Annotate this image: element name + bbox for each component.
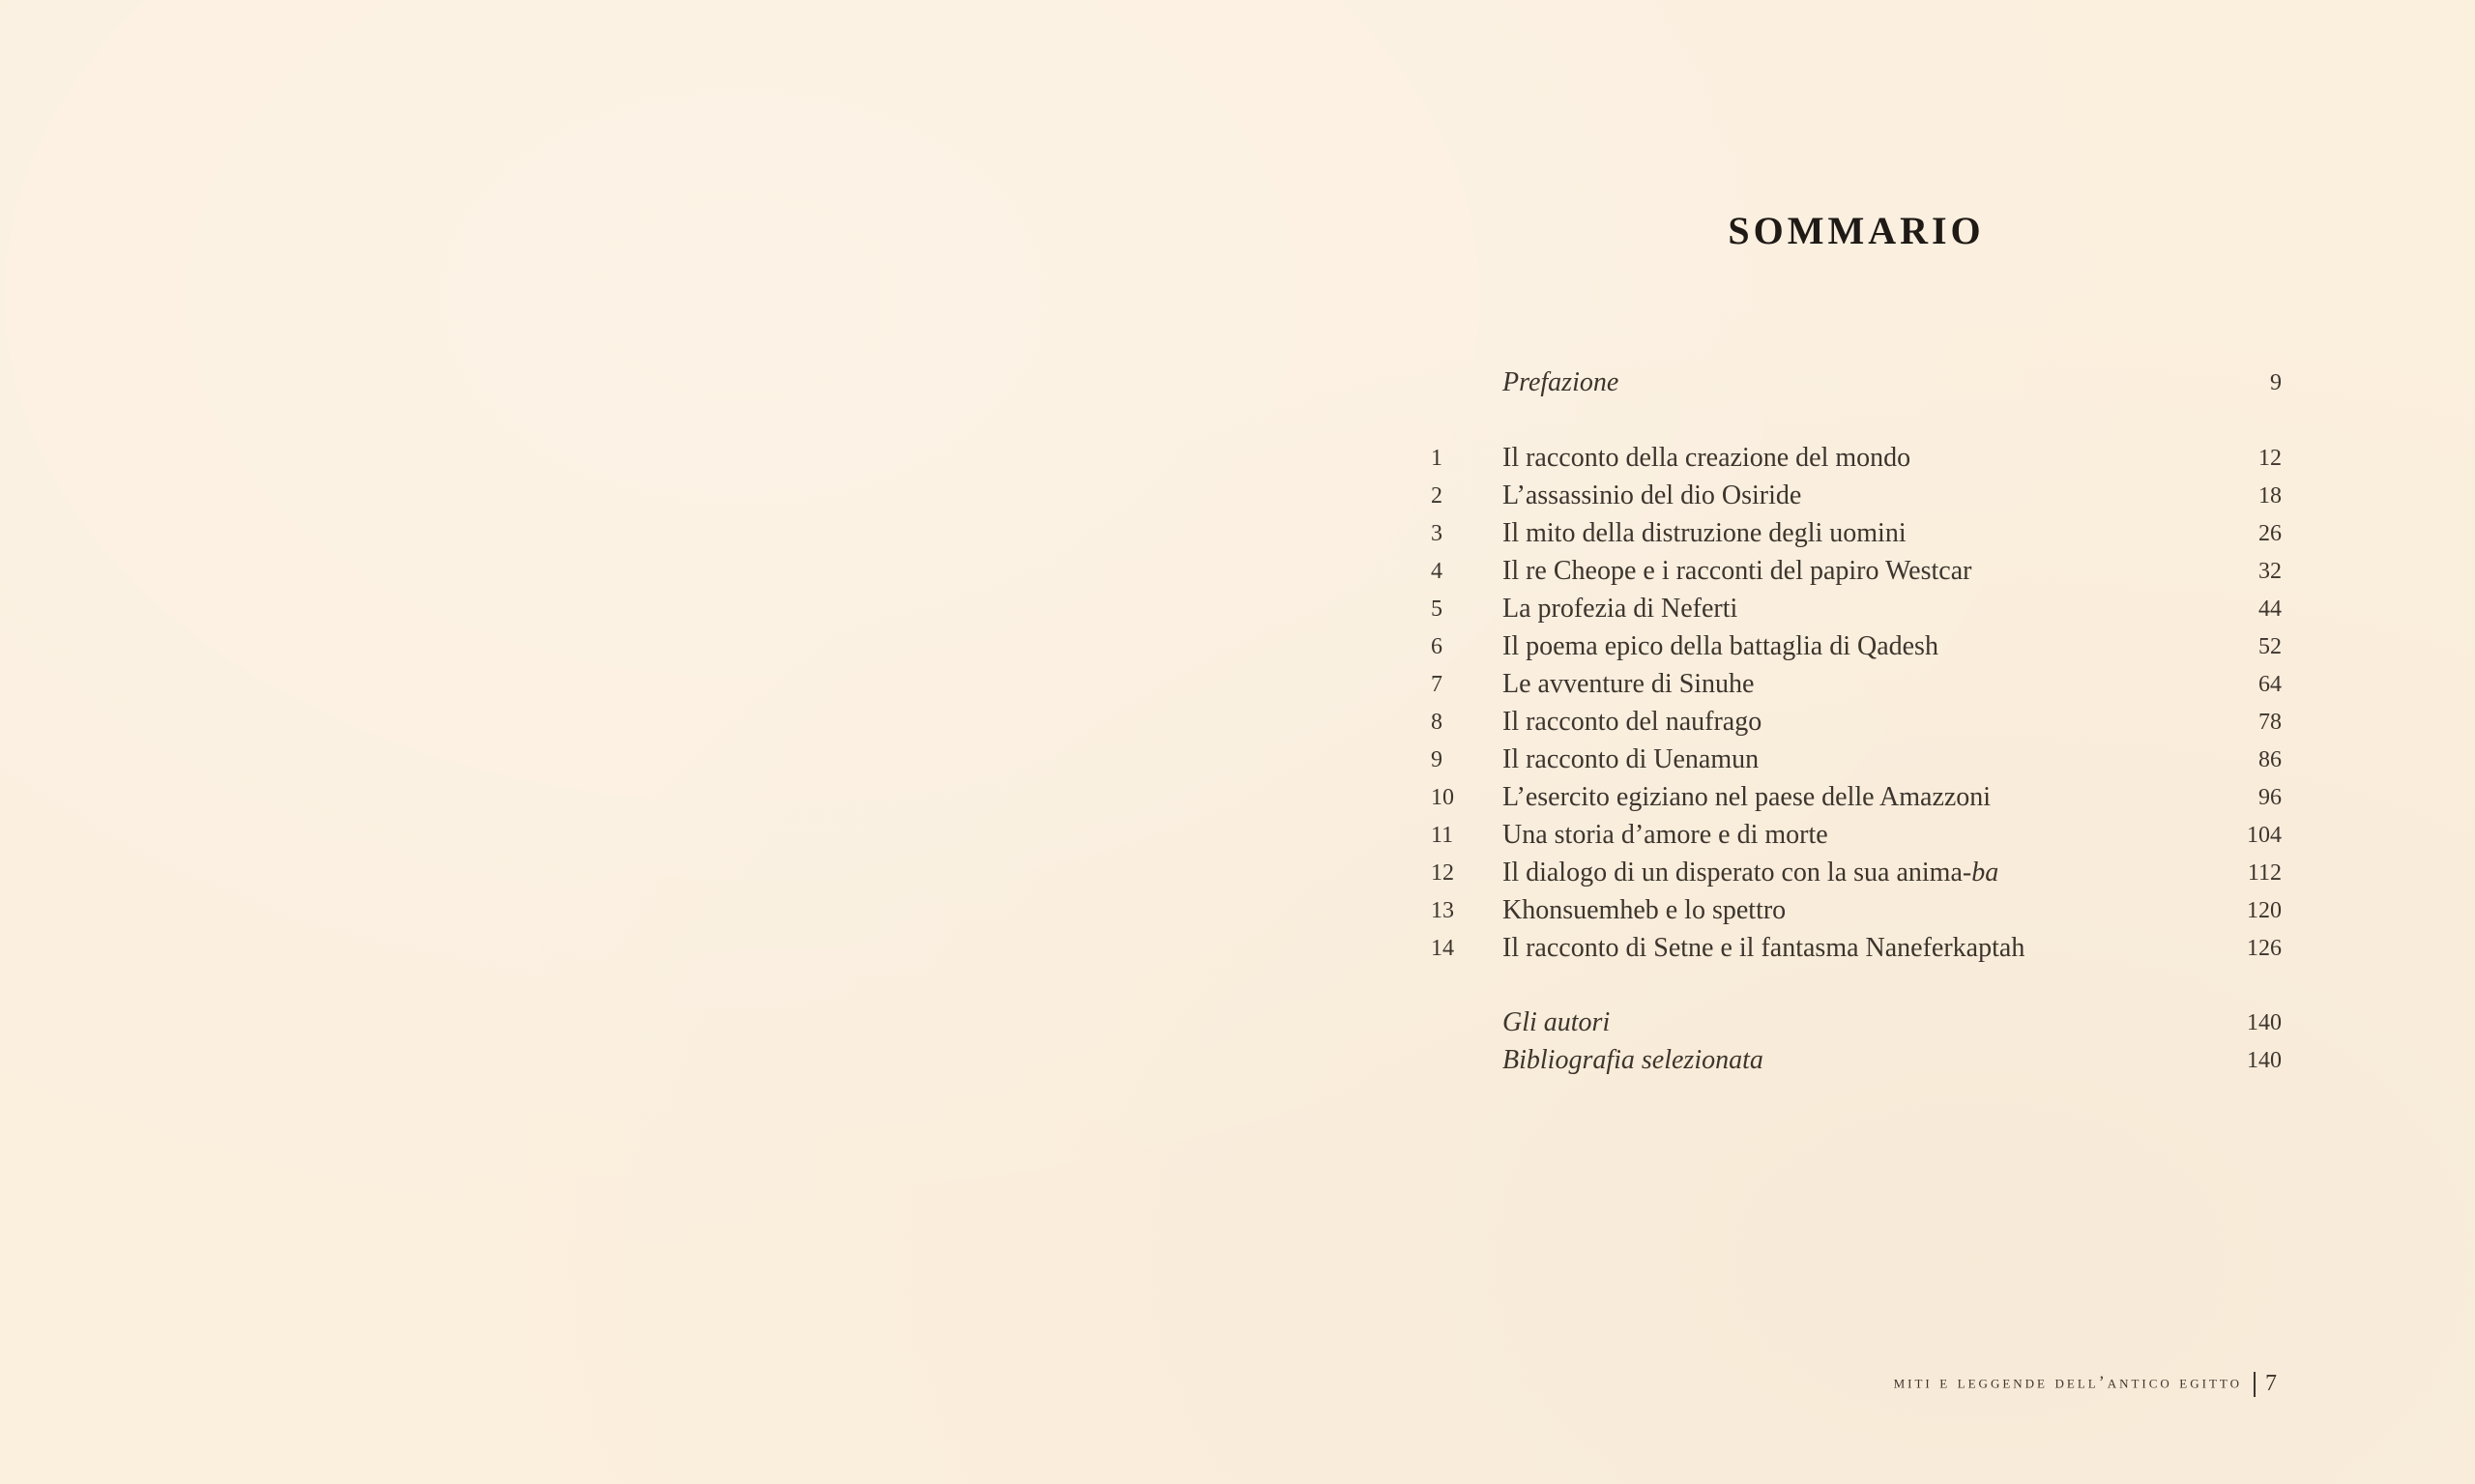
page-number: 7: [2265, 1371, 2277, 1396]
toc-entry-title: L’assassinio del dio Osiride: [1502, 480, 1802, 510]
toc-entry-number: 14: [1431, 936, 1454, 961]
toc-entry-title: Il racconto di Setne e il fantasma Naneferkaptah: [1502, 933, 2025, 963]
toc-entry-page: 9: [2270, 370, 2282, 395]
toc-entry-bibliography[interactable]: [1431, 1045, 2282, 1082]
toc-entry-number: 1: [1431, 446, 1442, 471]
toc-entry-chapter-8[interactable]: [1431, 707, 2282, 743]
toc-entry-authors[interactable]: [1431, 1007, 2282, 1044]
toc-entry-page: 140: [2247, 1010, 2282, 1035]
toc-entry-page: 140: [2247, 1048, 2282, 1073]
toc-entry-number: 3: [1431, 521, 1442, 546]
toc-entry-chapter-9[interactable]: [1431, 744, 2282, 781]
toc-entry-title: [1502, 858, 1998, 888]
toc-entry-title: Gli autori: [1502, 1007, 1611, 1037]
toc-entry-page: 26: [2258, 521, 2282, 546]
toc-entry-chapter-4[interactable]: [1431, 556, 2282, 593]
toc-entry-chapter-5[interactable]: [1431, 594, 2282, 630]
toc-entry-number: 13: [1431, 898, 1454, 923]
toc-entry-chapter-1[interactable]: [1431, 443, 2282, 480]
page-title: SOMMARIO: [1728, 209, 1985, 252]
toc-entry-title: Prefazione: [1502, 367, 1619, 397]
toc-entry-number: 4: [1431, 559, 1442, 584]
toc-entry-title: L’esercito egiziano nel paese delle Amazzoni: [1502, 782, 1992, 812]
toc-entry-title-italic: ba: [1971, 858, 1999, 887]
toc-entry-page: 64: [2258, 672, 2282, 697]
toc-entry-number: 2: [1431, 483, 1442, 509]
toc-entry-page: 32: [2258, 559, 2282, 584]
toc-entry-chapter-10[interactable]: [1431, 782, 2282, 819]
toc-entry-page: 18: [2258, 483, 2282, 509]
toc-entry-chapter-6[interactable]: [1431, 631, 2282, 668]
footer-divider: [2254, 1372, 2256, 1397]
toc-entry-page: 12: [2258, 446, 2282, 471]
toc-entry-number: 9: [1431, 747, 1442, 772]
toc-entry-page: 86: [2258, 747, 2282, 772]
toc-entry-page: 96: [2258, 785, 2282, 810]
toc-entry-number: 12: [1431, 860, 1454, 886]
toc-entry-page: 44: [2258, 597, 2282, 622]
toc-entry-title: Le avventure di Sinuhe: [1502, 669, 1755, 699]
toc-entry-number: 6: [1431, 634, 1442, 659]
toc-entry-preface[interactable]: [1431, 367, 2282, 404]
toc-entry-title: Bibliografia selezionata: [1502, 1045, 1763, 1075]
running-footer: [1894, 1371, 2277, 1397]
toc-entry-chapter-13[interactable]: [1431, 895, 2282, 932]
toc-entry-number: 8: [1431, 710, 1442, 735]
toc-entry-title: Khonsuemheb e lo spettro: [1502, 895, 1787, 925]
toc-entry-number: 11: [1431, 823, 1454, 848]
toc-entry-page: 120: [2247, 898, 2282, 923]
toc-entry-chapter-14[interactable]: [1431, 933, 2282, 970]
toc-entry-number: 10: [1431, 785, 1454, 810]
toc-entry-title: La profezia di Neferti: [1502, 594, 1738, 624]
toc-entry-page: 126: [2247, 936, 2282, 961]
toc-entry-number: 5: [1431, 597, 1442, 622]
toc-entry-chapter-12[interactable]: [1431, 858, 2282, 894]
running-title: miti e leggende dell’antico egitto: [1893, 1372, 2242, 1392]
toc-entry-number: 7: [1431, 672, 1442, 697]
toc-entry-title: Il mito della distruzione degli uomini: [1502, 518, 1907, 548]
toc-entry-title: Il poema epico della battaglia di Qadesh: [1502, 631, 1938, 661]
toc-entry-page: 104: [2247, 823, 2282, 848]
toc-entry-page: 78: [2258, 710, 2282, 735]
toc-entry-chapter-2[interactable]: [1431, 480, 2282, 517]
toc-entry-title: Il racconto di Uenamun: [1502, 744, 1760, 774]
toc-entry-page: 52: [2258, 634, 2282, 659]
table-of-contents: [1431, 0, 2282, 1484]
toc-entry-title: Il racconto della creazione del mondo: [1502, 443, 1911, 473]
toc-entry-chapter-3[interactable]: [1431, 518, 2282, 555]
toc-entry-page: 112: [2247, 860, 2282, 886]
toc-entry-chapter-11[interactable]: [1431, 820, 2282, 857]
toc-entry-title: Una storia d’amore e di morte: [1502, 820, 1828, 850]
toc-entry-title-main: Il dialogo di un disperato con la sua anima-: [1502, 858, 1972, 887]
toc-entry-title: Il racconto del naufrago: [1502, 707, 1762, 737]
toc-entry-chapter-7[interactable]: [1431, 669, 2282, 706]
toc-entry-title: Il re Cheope e i racconti del papiro Westcar: [1502, 556, 1972, 586]
